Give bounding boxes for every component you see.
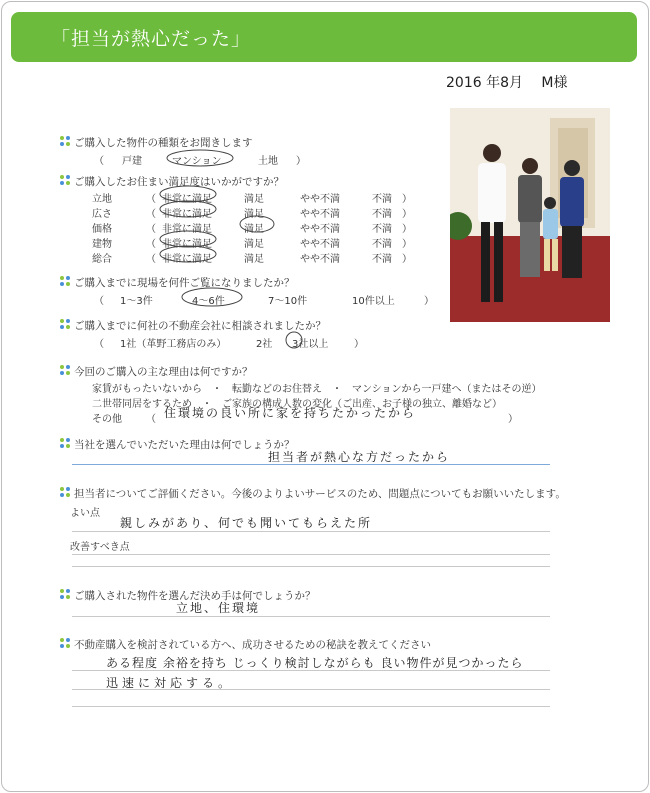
q1-title-text: ご購入した物件の種類をお聞きします (74, 137, 253, 149)
q3-answer-circle (180, 286, 244, 308)
q2-size-circle (158, 199, 218, 219)
row-label: 価格 (92, 224, 112, 235)
q8-answer-line (72, 616, 550, 617)
q1-paren-close: ） (296, 156, 306, 167)
option-satisfied: 満足 (244, 194, 264, 205)
q3-paren-open: （ (94, 296, 104, 307)
page-header (11, 12, 637, 62)
q6-answer: 担当者が熱心な方だったから (268, 450, 451, 464)
q7-good-label: よい点 (70, 508, 100, 519)
q4-option-3plus: 3社以上 (292, 339, 329, 350)
paren-close: ） (402, 254, 412, 265)
option-somewhat-dissatisfied: やや不満 (300, 254, 340, 265)
paren-close: ） (402, 239, 412, 250)
q3-option-10plus: 10件以上 (352, 296, 395, 307)
option-dissatisfied: 不満 (372, 224, 392, 235)
q4-paren-open: （ (94, 339, 104, 350)
bullet-dots-icon (60, 365, 71, 376)
q5-other-label: その他 (92, 414, 122, 425)
row-label: 建物 (92, 239, 112, 250)
q9-rule3 (72, 706, 550, 707)
q3-title-text: ご購入までに現場を何件ご覧になりましたか？ (74, 277, 295, 289)
bullet-dots-icon (60, 276, 71, 287)
q9-rule1 (72, 670, 550, 671)
option-very-satisfied: 非常に満足 (162, 239, 212, 250)
bullet-dots-icon (60, 136, 71, 147)
q9-title-text: 不動産購入を検討されている方へ、成功させるための秘訣を教えてください (74, 639, 431, 651)
option-very-satisfied: 非常に満足 (162, 209, 212, 220)
q1-option-mansion: マンション (172, 156, 222, 167)
q5-other-answer: 住環境の良い所に家を持ちたかったから (164, 406, 417, 420)
q1-answer-circle (166, 148, 234, 168)
paren-open: （ (146, 239, 156, 250)
q7-improve-line1 (72, 554, 550, 555)
paren-open: （ (146, 224, 156, 235)
bullet-dots-icon (60, 175, 71, 186)
q5-paren-close: ） (508, 414, 518, 425)
q7-good-line (72, 531, 550, 532)
survey-date: 2016 年8月 M様 (446, 75, 568, 91)
q2-title-text: ご購入したお住まい満足度はいかがですか？ (74, 176, 284, 188)
q5-reasons-line2: 二世帯同居をするため ・ ご家族の構成人数の変化（ご出産、お子様の独立、離婚など） (92, 399, 502, 410)
q7-title-text: 担当者についてご評価ください。今後のよりよいサービスのため、問題点についてもお願いいたします。 (74, 488, 566, 500)
q9-rule2 (72, 689, 550, 690)
q7-good-answer: 親しみがあり、何でも聞いてもらえた所 (120, 516, 373, 530)
paren-close: ） (402, 194, 412, 205)
paren-open: （ (146, 254, 156, 265)
q3-option-7-10: 7～10件 (268, 296, 308, 307)
bullet-dots-icon (60, 638, 71, 649)
q6-answer-line (72, 464, 550, 465)
row-label: 広さ (92, 209, 112, 220)
q5-title (60, 364, 253, 379)
family-photo-illustration (450, 108, 610, 322)
q9-answer-line2: 迅速に対応する。 (106, 676, 235, 690)
option-very-satisfied: 非常に満足 (162, 254, 212, 265)
q1-option-land: 土地 (258, 156, 278, 167)
bullet-dots-icon (60, 487, 71, 498)
q1-option-detached: 戸建 (122, 156, 142, 167)
paren-open: （ (146, 194, 156, 205)
bullet-dots-icon (60, 319, 71, 330)
q8-title-text: ご購入された物件を選んだ決め手は何でしょうか？ (74, 590, 316, 602)
q4-paren-close: ） (354, 339, 364, 350)
option-somewhat-dissatisfied: やや不満 (300, 194, 340, 205)
option-somewhat-dissatisfied: やや不満 (300, 239, 340, 250)
q4-option-1-company: 1社（革野工務店のみ） (120, 339, 227, 350)
q2-price-circle (238, 214, 278, 234)
option-satisfied: 満足 (244, 239, 264, 250)
option-very-satisfied: 非常に満足 (162, 224, 212, 235)
q5-reasons-line1: 家賃がもったいないから ・ 転勤などのお住替え ・ マンションから一戸建へ（またはその逆） (92, 384, 542, 395)
q3-paren-close: ） (424, 296, 434, 307)
customer-photo (450, 108, 610, 322)
q4-option-2-companies: 2社 (256, 339, 273, 350)
paren-close: ） (402, 224, 412, 235)
row-label: 立地 (92, 194, 112, 205)
q4-title-text: ご購入までに何社の不動産会社に相談されましたか？ (74, 320, 326, 332)
q5-title-text: 今回のご購入の主な理由は何ですか？ (74, 366, 253, 378)
option-dissatisfied: 不満 (372, 194, 392, 205)
option-somewhat-dissatisfied: やや不満 (300, 224, 340, 235)
q8-answer: 立地、住環境 (176, 601, 261, 615)
option-satisfied: 満足 (244, 224, 264, 235)
option-dissatisfied: 不満 (372, 209, 392, 220)
q2-overall-circle (158, 244, 218, 264)
q7-improve-label: 改善すべき点 (70, 542, 130, 553)
q7-improve-line2 (72, 566, 550, 567)
q3-option-1-3: 1～3件 (120, 296, 153, 307)
q3-title (60, 275, 295, 290)
q5-paren-open: （ (146, 414, 156, 425)
option-very-satisfied: 非常に満足 (162, 194, 212, 205)
option-satisfied: 満足 (244, 254, 264, 265)
q3-option-4-6: 4～6件 (192, 296, 225, 307)
bullet-dots-icon (60, 438, 71, 449)
q9-answer-line1: ある程度 余裕を持ち じっくり検討しながらも 良い物件が見つかったら (106, 656, 524, 670)
option-satisfied: 満足 (244, 209, 264, 220)
page-title: 「担当が熱心だった」 (51, 28, 252, 50)
paren-open: （ (146, 209, 156, 220)
q7-title (60, 486, 566, 501)
option-dissatisfied: 不満 (372, 254, 392, 265)
q1-paren-open: （ (94, 156, 104, 167)
bullet-dots-icon (60, 589, 71, 600)
q9-title (60, 637, 431, 652)
q6-title-text: 当社を選んでいただいた理由は何でしょうか？ (74, 439, 295, 451)
q4-answer-circle (284, 330, 304, 350)
q6-title (60, 437, 295, 452)
option-dissatisfied: 不満 (372, 239, 392, 250)
row-label: 総合 (92, 254, 112, 265)
paren-close: ） (402, 209, 412, 220)
option-somewhat-dissatisfied: やや不満 (300, 209, 340, 220)
